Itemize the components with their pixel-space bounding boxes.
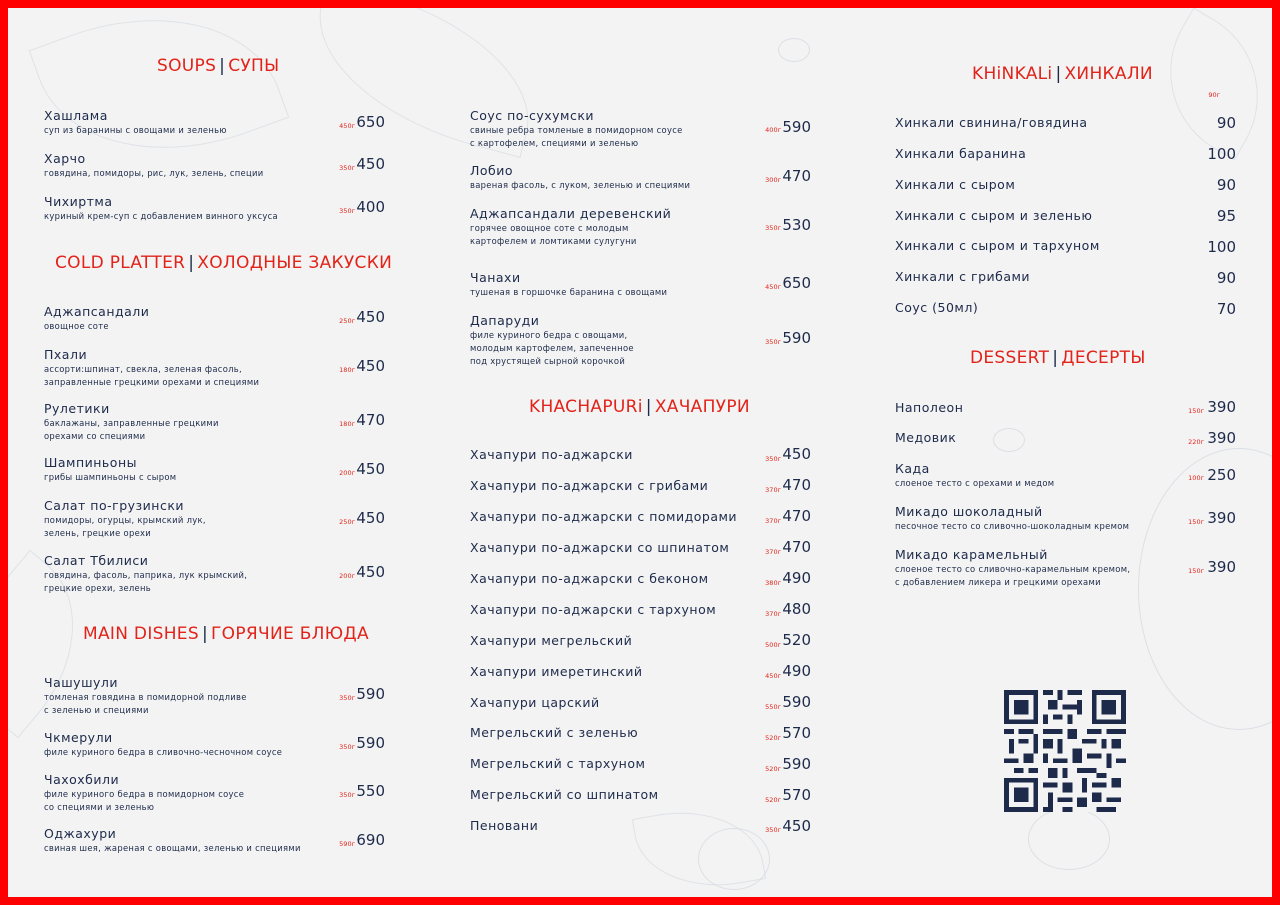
menu-item (895, 461, 1054, 489)
menu-item (44, 151, 263, 179)
khinkali-section-title: KHiNKALi | ХИНКАЛИ (972, 64, 1153, 84)
item-price: 470 (782, 507, 811, 525)
item-desc: слоеное тесто со сливочно-карамельным кремом, (895, 564, 1131, 574)
item-desc: тушеная в горшочке баранина с овощами (470, 287, 668, 297)
item-name: Шампиньоны (44, 455, 137, 470)
item-weight: 350г (339, 791, 355, 799)
item-price: 550 (356, 782, 385, 800)
menu-item (470, 108, 683, 149)
item-name: Хачапури по-аджарски с беконом (470, 571, 709, 586)
item-desc: вареная фасоль, с луком, зеленью и специями (470, 180, 691, 190)
item-name: Хачапури по-аджарски с тархуном (470, 602, 717, 617)
item-name: Медовик (895, 430, 957, 445)
item-price: 390 (1207, 509, 1236, 527)
item-price: 480 (782, 600, 811, 618)
item-name: Лобио (470, 163, 514, 178)
item-name: Наполеон (895, 400, 964, 415)
item-price: 390 (1207, 429, 1236, 447)
item-price: 520 (782, 631, 811, 649)
item-desc: свиная шея, жареная с овощами, зеленью и специями (44, 843, 301, 853)
item-name: Чахохбили (44, 772, 120, 787)
item-desc: под хрустящей сырной корочкой (470, 356, 626, 366)
item-name: Микадо карамельный (895, 547, 1048, 562)
item-desc: грибы шампиньоны с сыром (44, 472, 177, 482)
item-name: Хачапури имеретинский (470, 664, 643, 679)
item-weight: 180г (339, 420, 355, 428)
item-weight: 200г (339, 572, 355, 580)
item-weight: 150г (1188, 518, 1204, 526)
item-weight: 370г (765, 548, 781, 556)
item-price: 490 (782, 569, 811, 587)
item-weight: 350г (339, 207, 355, 215)
item-weight: 150г (1188, 567, 1204, 575)
item-weight: 180г (339, 366, 355, 374)
item-name: Хачапури по-аджарски (470, 447, 633, 462)
item-weight: 350г (339, 164, 355, 172)
menu-item (44, 772, 244, 813)
item-price: 390 (1207, 558, 1236, 576)
item-price: 450 (782, 817, 811, 835)
item-name: Хачапури по-аджарски с грибами (470, 478, 709, 493)
item-desc: баклажаны, заправленные грецкими (44, 418, 219, 428)
item-price: 470 (782, 167, 811, 185)
item-name: Хинкали с грибами (895, 269, 1031, 284)
item-weight: 450г (765, 283, 781, 291)
item-weight: 450г (339, 122, 355, 130)
item-name: Мегрельский с тархуном (470, 756, 646, 771)
item-name: Хачапури по-аджарски со шпинатом (470, 540, 730, 555)
menu-item (470, 270, 667, 298)
item-name: Мегрельский со шпинатом (470, 787, 659, 802)
item-name: Дапаруди (470, 313, 540, 328)
item-price: 90 (1216, 269, 1236, 287)
item-name: Салат Тбилиси (44, 553, 149, 568)
item-weight: 520г (765, 734, 781, 742)
sketch-bean-decoration (778, 38, 810, 62)
item-name: Чашушули (44, 675, 119, 690)
menu-item (470, 313, 634, 367)
item-desc: филе куриного бедра с овощами, (470, 330, 628, 340)
item-name: Хинкали баранина (895, 146, 1027, 161)
item-name: Рулетики (44, 401, 110, 416)
item-price: 250 (1207, 466, 1236, 484)
item-name: Салат по-грузински (44, 498, 185, 513)
item-weight: 350г (339, 743, 355, 751)
item-name: Харчо (44, 151, 86, 166)
khachapuri-section-title: KHACHAPURi | ХАЧАПУРИ (529, 397, 750, 417)
item-price: 570 (782, 724, 811, 742)
item-desc: картофелем и ломтиками сулугуни (470, 236, 637, 246)
sketch-leaf-decoration (632, 798, 766, 897)
menu-item (470, 163, 690, 191)
item-price: 100 (1207, 238, 1236, 256)
item-weight: 500г (765, 641, 781, 649)
main-dishes-section-title: MAIN DISHES | ГОРЯЧИЕ БЛЮДА (83, 624, 369, 644)
item-name: Мегрельский с зеленью (470, 725, 639, 740)
item-name: Хачапури мегрельский (470, 633, 633, 648)
sketch-leaf-decoration (1138, 8, 1272, 160)
sketch-bean-decoration (993, 428, 1025, 452)
item-weight: 220г (1188, 438, 1204, 446)
item-name: Аджапсандали (44, 304, 150, 319)
item-price: 570 (782, 786, 811, 804)
item-weight: 100г (1188, 474, 1204, 482)
item-desc: со специями и зеленью (44, 802, 155, 812)
item-price: 400 (356, 198, 385, 216)
khinkali-weight-note: 90г (1208, 91, 1220, 99)
item-desc: свиные ребра томленые в помидорном соусе (470, 125, 683, 135)
item-weight: 200г (339, 469, 355, 477)
menu-item (44, 304, 149, 332)
item-desc: томленая говядина в помидорной подливе (44, 692, 247, 702)
item-desc: песочное тесто со сливочно-шоколадным кремом (895, 521, 1130, 531)
item-name: Када (895, 461, 930, 476)
menu-item (44, 730, 282, 758)
item-weight: 520г (765, 765, 781, 773)
item-name: Пхали (44, 347, 88, 362)
item-desc: говядина, фасоль, паприка, лук крымский, (44, 570, 248, 580)
item-weight: 450г (765, 672, 781, 680)
item-name: Чанахи (470, 270, 521, 285)
item-weight: 380г (765, 579, 781, 587)
item-price: 470 (782, 476, 811, 494)
menu-page (8, 8, 1272, 897)
menu-item (44, 826, 301, 854)
item-desc: молодым картофелем, запеченное (470, 343, 634, 353)
item-price: 590 (782, 693, 811, 711)
item-name: Аджапсандали деревенский (470, 206, 672, 221)
item-name: Хинкали с сыром и зеленью (895, 208, 1093, 223)
item-name: Хашлама (44, 108, 108, 123)
item-weight: 350г (339, 694, 355, 702)
item-price: 390 (1207, 398, 1236, 416)
item-name: Хинкали с сыром и тархуном (895, 238, 1100, 253)
item-name: Хачапури по-аджарски с помидорами (470, 509, 738, 524)
item-desc: с зеленью и специями (44, 705, 149, 715)
item-price: 650 (356, 113, 385, 131)
item-name: Соус по-сухумски (470, 108, 594, 123)
item-price: 450 (356, 357, 385, 375)
item-price: 530 (782, 216, 811, 234)
item-weight: 400г (765, 126, 781, 134)
sketch-cucumber-decoration (1028, 808, 1110, 870)
item-price: 450 (356, 155, 385, 173)
item-weight: 250г (339, 317, 355, 325)
menu-item (470, 206, 671, 247)
menu-item (895, 547, 1130, 588)
item-price: 90 (1216, 176, 1236, 194)
item-desc: филе куриного бедра в сливочно-чесночном соусе (44, 747, 283, 757)
item-name: Хинкали свинина/говядина (895, 115, 1088, 130)
qr-code-icon[interactable] (1004, 690, 1126, 812)
item-weight: 350г (765, 455, 781, 463)
menu-item (44, 675, 247, 716)
item-desc: овощное соте (44, 321, 109, 331)
item-name: Пеновани (470, 818, 539, 833)
item-name: Оджахури (44, 826, 117, 841)
menu-item (44, 194, 278, 222)
soups-section-title: SOUPS | СУПЫ (157, 56, 280, 76)
item-price: 690 (356, 831, 385, 849)
item-price: 450 (356, 460, 385, 478)
item-price: 70 (1216, 300, 1236, 318)
menu-item (44, 347, 259, 388)
menu-item (44, 401, 219, 442)
item-price: 95 (1216, 207, 1236, 225)
item-weight: 590г (339, 840, 355, 848)
item-weight: 350г (765, 338, 781, 346)
item-desc: с добавлением ликера и грецкими орехами (895, 577, 1101, 587)
item-desc: суп из баранины с овощами и зеленью (44, 125, 227, 135)
item-weight: 370г (765, 610, 781, 618)
dessert-section-title: DESSERT | ДЕСЕРТЫ (970, 348, 1146, 368)
item-name: Хинкали с сыром (895, 177, 1016, 192)
item-weight: 550г (765, 703, 781, 711)
item-price: 650 (782, 274, 811, 292)
item-name: Чкмерули (44, 730, 113, 745)
cold-platter-section-title: COLD PLATTER | ХОЛОДНЫЕ ЗАКУСКИ (55, 253, 393, 273)
item-desc: зелень, грецкие орехи (44, 528, 152, 538)
item-price: 470 (782, 538, 811, 556)
item-weight: 250г (339, 518, 355, 526)
item-desc: орехами со специями (44, 431, 146, 441)
item-desc: заправленные грецкими орехами и специями (44, 377, 260, 387)
item-weight: 150г (1188, 407, 1204, 415)
item-weight: 350г (765, 224, 781, 232)
item-name: Соус (50мл) (895, 300, 979, 315)
item-desc: ассорти:шпинат, свекла, зеленая фасоль, (44, 364, 242, 374)
item-weight: 300г (765, 176, 781, 184)
menu-item (895, 504, 1129, 532)
item-price: 590 (782, 118, 811, 136)
item-price: 90 (1216, 114, 1236, 132)
sketch-plate-decoration (1138, 448, 1272, 730)
item-price: 450 (356, 509, 385, 527)
item-price: 450 (782, 445, 811, 463)
menu-item (44, 108, 227, 136)
item-desc: слоеное тесто с орехами и медом (895, 478, 1055, 488)
item-desc: куриный крем-суп с добавлением винного уксуса (44, 211, 278, 221)
item-price: 470 (356, 411, 385, 429)
item-name: Чихиртма (44, 194, 113, 209)
item-price: 490 (782, 662, 811, 680)
item-desc: грецкие орехи, зелень (44, 583, 152, 593)
item-price: 450 (356, 308, 385, 326)
item-weight: 350г (765, 826, 781, 834)
item-price: 590 (782, 755, 811, 773)
menu-item (44, 553, 247, 594)
item-desc: говядина, помидоры, рис, лук, зелень, специи (44, 168, 264, 178)
item-name: Хачапури царский (470, 695, 600, 710)
item-price: 100 (1207, 145, 1236, 163)
item-weight: 370г (765, 517, 781, 525)
item-price: 450 (356, 563, 385, 581)
item-desc: филе куриного бедра в помидорном соусе (44, 789, 245, 799)
item-price: 590 (356, 734, 385, 752)
menu-item (44, 498, 206, 539)
item-weight: 370г (765, 486, 781, 494)
item-name: Микадо шоколадный (895, 504, 1043, 519)
item-desc: горячее овощное соте с молодым (470, 223, 629, 233)
item-desc: помидоры, огурцы, крымский лук, (44, 515, 206, 525)
item-desc: с картофелем, специями и зеленью (470, 138, 639, 148)
item-weight: 520г (765, 796, 781, 804)
item-price: 590 (356, 685, 385, 703)
item-price: 590 (782, 329, 811, 347)
menu-item (44, 455, 176, 483)
